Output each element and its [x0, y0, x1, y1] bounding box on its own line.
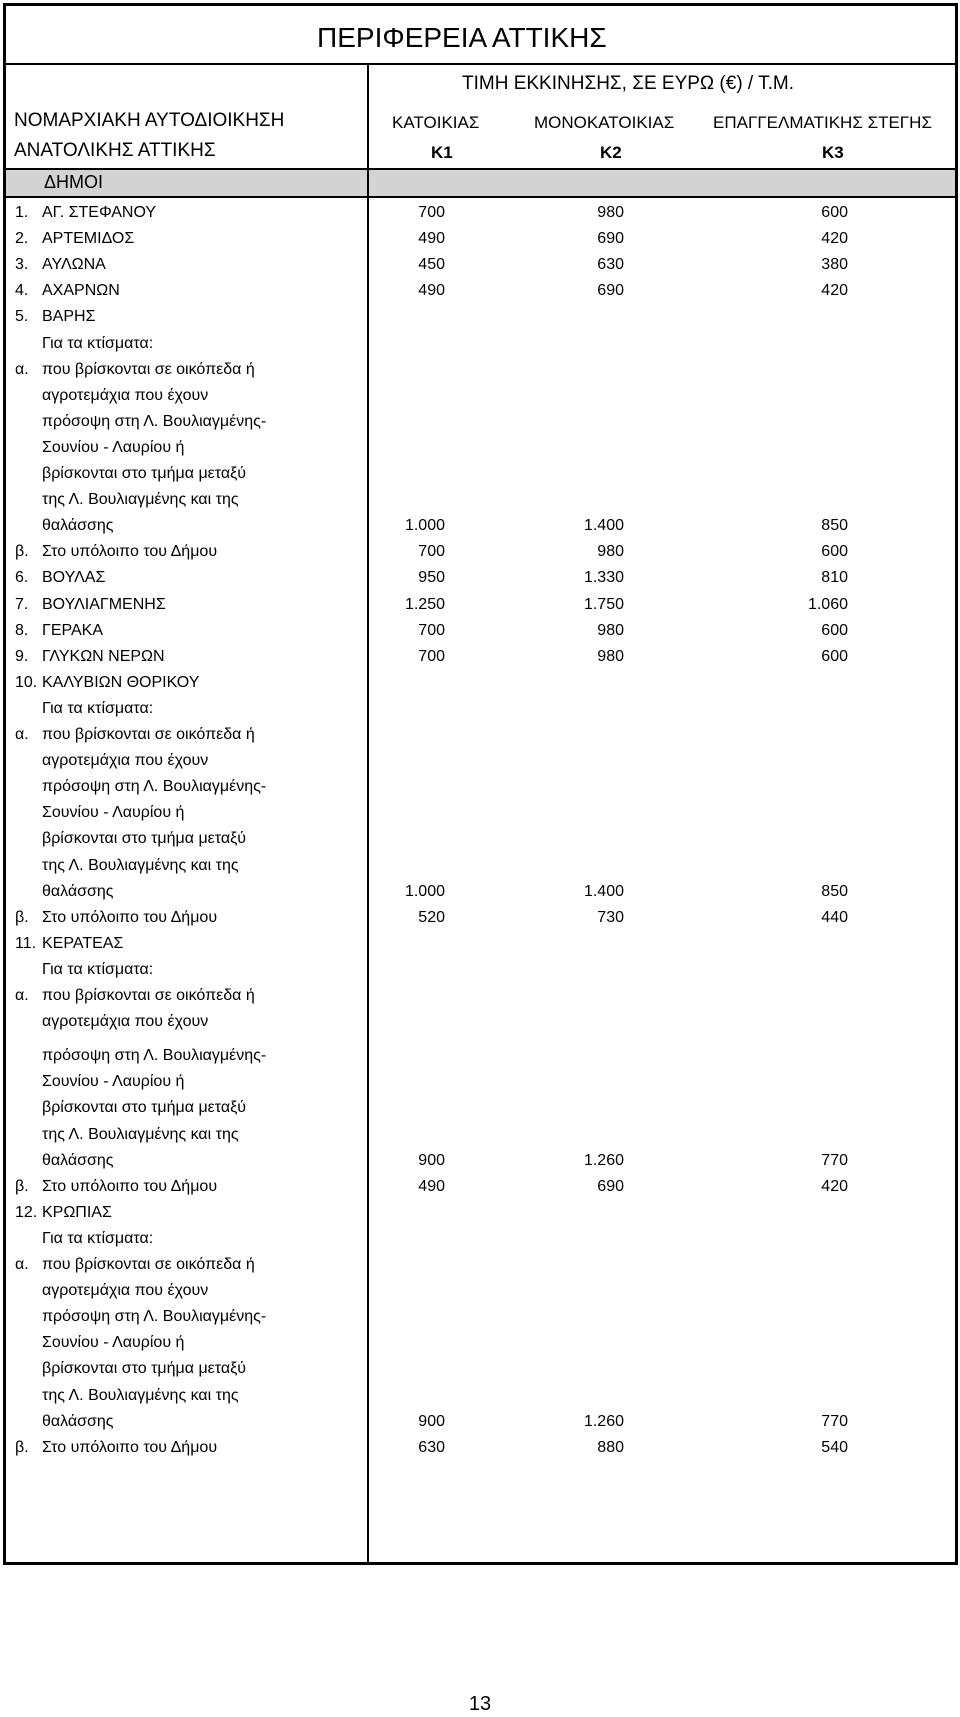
table-row: [6, 1174, 955, 1200]
value-k1: 700: [418, 204, 445, 221]
table-row: [6, 1409, 955, 1435]
value-k1: 900: [418, 1151, 445, 1169]
value-k3: 600: [821, 204, 848, 221]
table-row: [6, 774, 955, 800]
table-row: [6, 331, 955, 357]
value-k2: 1.260: [583, 1151, 624, 1169]
table-row: [6, 618, 955, 644]
value-k2: 630: [597, 256, 624, 274]
value-k3: 600: [821, 621, 848, 639]
table-row: [6, 800, 955, 826]
table-row: [6, 357, 955, 383]
row-label: Σουνίου - Λαυρίου ή: [42, 1073, 185, 1091]
row-number: 1.: [15, 204, 29, 221]
table-row: [6, 1069, 955, 1095]
value-k2: 980: [597, 543, 624, 561]
row-label: βρίσκονται στο τμήμα μεταξύ: [42, 1099, 247, 1117]
row-label: ΚΡΩΠΙΑΣ: [42, 1203, 112, 1221]
value-k1: 450: [418, 256, 445, 274]
value-k3: 420: [821, 230, 848, 248]
value-k3: 1.060: [807, 595, 848, 613]
table-row: [6, 592, 955, 618]
row-number: 2.: [15, 230, 29, 248]
row-label: ΑΧΑΡΝΩΝ: [42, 282, 120, 300]
value-k3: 540: [821, 1438, 848, 1456]
row-label: Σουνίου - Λαυρίου ή: [42, 438, 185, 456]
region-title: ΠΕΡΙΦΕΡΕΙΑ ΑΤΤΙΚΗΣ: [317, 22, 607, 53]
row-number: β.: [15, 1177, 29, 1195]
row-label: πρόσοψη στη Λ. Βουλιαγμένης-: [42, 412, 267, 430]
column-name-k1: ΚΑΤΟΙΚΙΑΣ: [392, 113, 480, 132]
table-row: [6, 565, 955, 591]
row-label: Στο υπόλοιπο του Δήμου: [42, 1438, 218, 1456]
table-row: [6, 513, 955, 539]
table-row: [6, 1226, 955, 1252]
row-label: βρίσκονται στο τμήμα μεταξύ: [42, 830, 247, 848]
table-row: [6, 1122, 955, 1148]
value-k1: 490: [418, 230, 445, 248]
table-row: [6, 1278, 955, 1304]
row-number: α.: [15, 360, 29, 378]
row-number: β.: [15, 543, 29, 561]
value-k1: 950: [418, 569, 445, 587]
value-k1: 490: [418, 1177, 445, 1195]
value-k1: 1.250: [404, 595, 445, 613]
value-k2: 880: [597, 1438, 624, 1456]
municipalities-label: ΔΗΜΟΙ: [44, 172, 104, 192]
table-row: [6, 670, 955, 696]
row-number: α.: [15, 726, 29, 743]
value-k3: 600: [821, 647, 848, 665]
row-number: 10.: [15, 673, 38, 691]
table-row: [6, 461, 955, 487]
row-label: ΑΓ. ΣΤΕΦΑΝΟΥ: [42, 204, 157, 221]
value-k2: 690: [597, 230, 624, 248]
row-label: αγροτεμάχια που έχουν: [42, 752, 209, 770]
value-k2: 1.750: [583, 595, 624, 613]
row-number: 11.: [15, 934, 37, 952]
value-k2: 980: [597, 647, 624, 665]
value-k2: 690: [597, 1177, 624, 1195]
table-row: [6, 983, 955, 1009]
table-row: [6, 539, 955, 565]
table-row: [6, 1356, 955, 1382]
row-label: Στο υπόλοιπο του Δήμου: [42, 1177, 218, 1195]
row-label: πρόσοψη στη Λ. Βουλιαγμένης-: [42, 1308, 267, 1326]
value-k2: 1.400: [583, 517, 624, 535]
row-number: β.: [15, 908, 29, 926]
value-k1: 490: [418, 282, 445, 300]
table-row: [6, 435, 955, 461]
row-label: ΒΟΥΛΑΣ: [42, 569, 106, 587]
value-k2: 1.330: [583, 569, 624, 587]
table-row: [6, 879, 955, 905]
row-label: ΓΕΡΑΚΑ: [42, 621, 103, 639]
row-label: ΚΕΡΑΤΕΑΣ: [42, 934, 124, 952]
column-name-k3: ΕΠΑΓΓΕΛΜΑΤΙΚΗΣ ΣΤΕΓΗΣ: [713, 113, 932, 132]
value-k1: 520: [418, 908, 445, 926]
value-k2: 980: [597, 621, 624, 639]
row-number: 12.: [15, 1203, 38, 1221]
value-k3: 440: [821, 908, 848, 926]
row-label: αγροτεμάχια που έχουν: [42, 1013, 209, 1031]
value-k3: 600: [821, 543, 848, 561]
table-row: [6, 1043, 955, 1069]
value-k1: 700: [418, 647, 445, 665]
table-row: [6, 304, 955, 330]
table-row: [6, 1009, 955, 1035]
row-label: Στο υπόλοιπο του Δήμου: [42, 908, 218, 926]
table-row: [6, 383, 955, 409]
value-k1: 900: [418, 1412, 445, 1430]
row-label: ΒΟΥΛΙΑΓΜΕΝΗΣ: [42, 595, 166, 613]
value-k3: 850: [821, 882, 848, 900]
row-number: α.: [15, 987, 29, 1004]
row-label: βρίσκονται στο τμήμα μεταξύ: [42, 465, 247, 482]
value-k1: 700: [418, 543, 445, 561]
price-title: ΤΙΜΗ ΕΚΚΙΝΗΣΗΣ, ΣΕ ΕΥΡΩ (€) / Τ.Μ.: [462, 73, 795, 94]
row-label: θαλάσσης: [42, 1412, 114, 1430]
row-label: πρόσοψη στη Λ. Βουλιαγμένης-: [42, 778, 267, 796]
value-k1: 1.000: [404, 517, 445, 535]
row-label: που βρίσκονται σε οικόπεδα ή: [42, 726, 255, 743]
row-number: 5.: [15, 308, 29, 326]
value-k3: 770: [821, 1151, 848, 1169]
table-row: [6, 1252, 955, 1278]
row-label: Για τα κτίσματα:: [42, 960, 154, 978]
table-row: [6, 644, 955, 670]
table-row: [6, 1148, 955, 1174]
value-k3: 770: [821, 1412, 848, 1430]
row-label: ΑΡΤΕΜΙΔΟΣ: [42, 230, 135, 248]
row-label: ΒΑΡΗΣ: [42, 308, 96, 326]
row-label: θαλάσσης: [42, 1151, 114, 1169]
row-label: της Λ. Βουλιαγμένης και της: [42, 491, 239, 509]
row-label: που βρίσκονται σε οικόπεδα ή: [42, 360, 255, 378]
table-row: [6, 487, 955, 513]
row-label: Σουνίου - Λαυρίου ή: [42, 804, 185, 822]
row-label: ΑΥΛΩΝΑ: [42, 256, 106, 274]
value-k3: 420: [821, 282, 848, 300]
row-label: θαλάσσης: [42, 517, 114, 535]
row-label: που βρίσκονται σε οικόπεδα ή: [42, 1256, 255, 1273]
table-row: [6, 200, 955, 226]
row-number: 9.: [15, 647, 29, 665]
row-number: β.: [15, 1438, 29, 1456]
table-row: [6, 1095, 955, 1121]
value-k3: 420: [821, 1177, 848, 1195]
column-code-k1: Κ1: [431, 143, 453, 162]
table-row: [6, 409, 955, 435]
row-label: που βρίσκονται σε οικόπεδα ή: [42, 987, 255, 1004]
row-label: Για τα κτίσματα:: [42, 334, 154, 352]
row-label: θαλάσσης: [42, 882, 114, 900]
row-label: της Λ. Βουλιαγμένης και της: [42, 856, 239, 874]
prefecture-line1: ΝΟΜΑΡΧΙΑΚΗ ΑΥΤΟΔΙΟΙΚΗΣΗ: [14, 110, 285, 131]
value-k3: 380: [821, 256, 848, 274]
row-label: πρόσοψη στη Λ. Βουλιαγμένης-: [42, 1047, 267, 1065]
row-number: α.: [15, 1256, 29, 1273]
value-k1: 1.000: [404, 882, 445, 900]
value-k3: 850: [821, 517, 848, 535]
value-k2: 1.400: [583, 882, 624, 900]
row-label: της Λ. Βουλιαγμένης και της: [42, 1386, 239, 1404]
value-k2: 690: [597, 282, 624, 300]
row-label: Για τα κτίσματα:: [42, 1229, 154, 1247]
table-row: [6, 826, 955, 852]
row-number: 3.: [15, 256, 29, 274]
table-row: [6, 1200, 955, 1226]
table-row: [6, 748, 955, 774]
column-name-k2: ΜΟΝΟΚΑΤΟΙΚΙΑΣ: [534, 113, 675, 132]
table-row: [6, 1435, 955, 1461]
row-label: αγροτεμάχια που έχουν: [42, 386, 209, 404]
table-row: [6, 1383, 955, 1409]
value-k1: 700: [418, 621, 445, 639]
row-label: Σουνίου - Λαυρίου ή: [42, 1334, 185, 1352]
table-body: [6, 6, 960, 1568]
column-code-k3: Κ3: [822, 143, 844, 162]
value-k2: 980: [597, 204, 624, 221]
row-label: Στο υπόλοιπο του Δήμου: [42, 543, 218, 561]
page-number: 13: [468, 1693, 492, 1715]
row-number: 8.: [15, 621, 29, 639]
value-k2: 1.260: [583, 1412, 624, 1430]
table-row: [6, 905, 955, 931]
table-row: [6, 278, 955, 304]
value-k3: 810: [821, 569, 848, 587]
row-number: 4.: [15, 282, 29, 300]
row-label: Για τα κτίσματα:: [42, 699, 154, 717]
table-row: [6, 931, 955, 957]
prefecture-line2: ΑΝΑΤΟΛΙΚΗΣ ΑΤΤΙΚΗΣ: [14, 140, 216, 161]
row-number: 7.: [15, 595, 29, 613]
value-k2: 730: [597, 908, 624, 926]
price-table: [3, 3, 958, 1565]
row-number: 6.: [15, 569, 29, 587]
table-row: [6, 1304, 955, 1330]
table-row: [6, 722, 955, 748]
value-k1: 630: [418, 1438, 445, 1456]
table-row: [6, 696, 955, 722]
table-row: [6, 252, 955, 278]
row-label: ΚΑΛΥΒΙΩΝ ΘΟΡΙΚΟΥ: [42, 673, 200, 691]
row-label: της Λ. Βουλιαγμένης και της: [42, 1125, 239, 1143]
row-label: αγροτεμάχια που έχουν: [42, 1282, 209, 1300]
column-code-k2: Κ2: [600, 143, 622, 162]
table-row: [6, 853, 955, 879]
row-label: ΓΛΥΚΩΝ ΝΕΡΩΝ: [42, 647, 165, 665]
row-label: βρίσκονται στο τμήμα μεταξύ: [42, 1360, 247, 1378]
table-row: [6, 1330, 955, 1356]
table-row: [6, 957, 955, 983]
table-row: [6, 226, 955, 252]
